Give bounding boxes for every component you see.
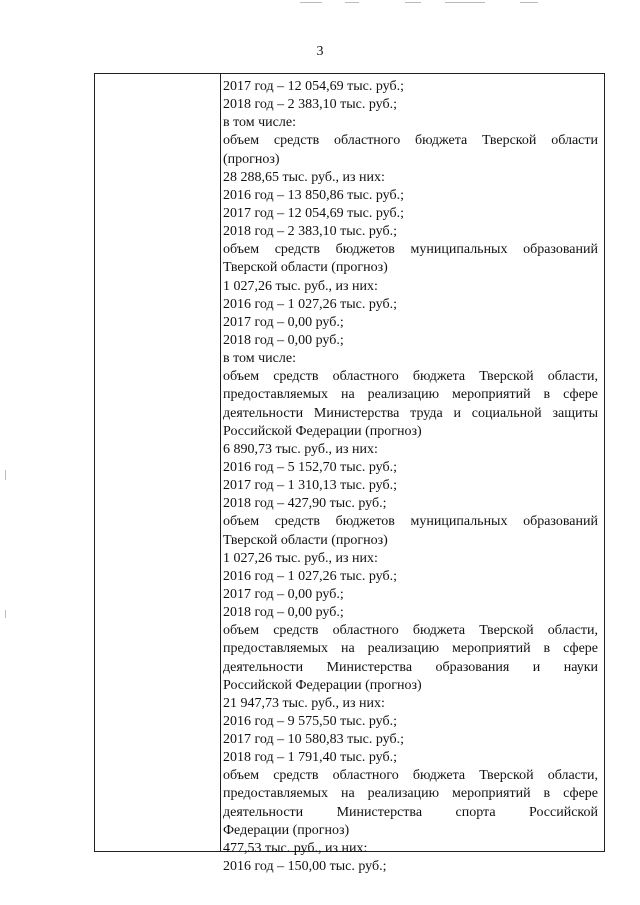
text-line: 2018 год – 1 791,40 тыс. руб.; [223,750,397,766]
text-line: 2016 год – 9 575,50 тыс. руб.; [223,713,397,729]
text-line: 2016 год – 1 027,26 тыс. руб.; [223,296,397,312]
text-line: Российской Федерации (прогноз) [223,677,422,693]
text-line: в том числе: [223,115,296,131]
text-line: деятельности Министерства спорта Российской [223,804,598,820]
text-line: деятельности Министерства образования и науки [223,659,598,675]
text-line: 21 947,73 тыс. руб., из них: [223,695,385,711]
text-line: в том числе: [223,351,296,367]
text-line: 28 288,65 тыс. руб., из них: [223,169,385,185]
text-line: 2016 год – 1 027,26 тыс. руб.; [223,568,397,584]
text-line: 2017 год – 12 054,69 тыс. руб.; [223,205,404,221]
text-line: 1 027,26 тыс. руб., из них: [223,550,378,566]
document-table [94,73,605,875]
text-line: предоставляемых на реализацию мероприятий в сфере [223,786,598,802]
text-line: объем средств областного бюджета Тверской области, [223,369,598,385]
text-line: предоставляемых на реализацию мероприятий в сфере [223,641,598,657]
text-line: деятельности Министерства труда и социальной защиты [223,405,598,421]
text-line: 2017 год – 0,00 руб.; [223,314,344,330]
table-right-cell [223,78,598,876]
text-line: 2018 год – 2 383,10 тыс. руб.; [223,97,397,113]
column-divider [220,74,221,851]
text-line: 1 027,26 тыс. руб., из них: [223,278,378,294]
text-line: 2017 год – 10 580,83 тыс. руб.; [223,732,404,748]
text-line: 2018 год – 427,90 тыс. руб.; [223,496,387,512]
text-line: объем средств областного бюджета Тверской области [223,133,598,149]
text-line: 2018 год – 0,00 руб.; [223,332,344,348]
text-line: (прогноз) [223,151,280,167]
text-line: объем средств областного бюджета Тверской области, [223,623,598,639]
text-line: 2016 год – 13 850,86 тыс. руб.; [223,187,404,203]
table-left-cell [95,74,220,851]
text-line: 2018 год – 2 383,10 тыс. руб.; [223,224,397,240]
text-line: Тверской области (прогноз) [223,260,388,276]
text-line: объем средств областного бюджета Тверской области, [223,768,598,784]
text-line: 2016 год – 5 152,70 тыс. руб.; [223,459,397,475]
text-line: Тверской области (прогноз) [223,532,388,548]
text-line: предоставляемых на реализацию мероприятий в сфере [223,387,598,403]
text-line: 477,53 тыс. руб., из них: [223,840,368,856]
text-line: 2017 год – 12 054,69 тыс. руб.; [223,79,404,94]
text-line: 2016 год – 150,00 тыс. руб.; [223,859,387,875]
text-line: объем средств бюджетов муниципальных образований [223,514,598,530]
text-line: 2018 год – 0,00 руб.; [223,605,344,621]
text-line: Российской Федерации (прогноз) [223,423,422,439]
text-line: объем средств бюджетов муниципальных образований [223,242,598,258]
text-line: 2017 год – 1 310,13 тыс. руб.; [223,478,397,494]
text-line: 6 890,73 тыс. руб., из них: [223,441,378,457]
text-line: 2017 год – 0,00 руб.; [223,586,344,602]
page-number: 3 [316,44,324,59]
text-line: Федерации (прогноз) [223,822,350,838]
